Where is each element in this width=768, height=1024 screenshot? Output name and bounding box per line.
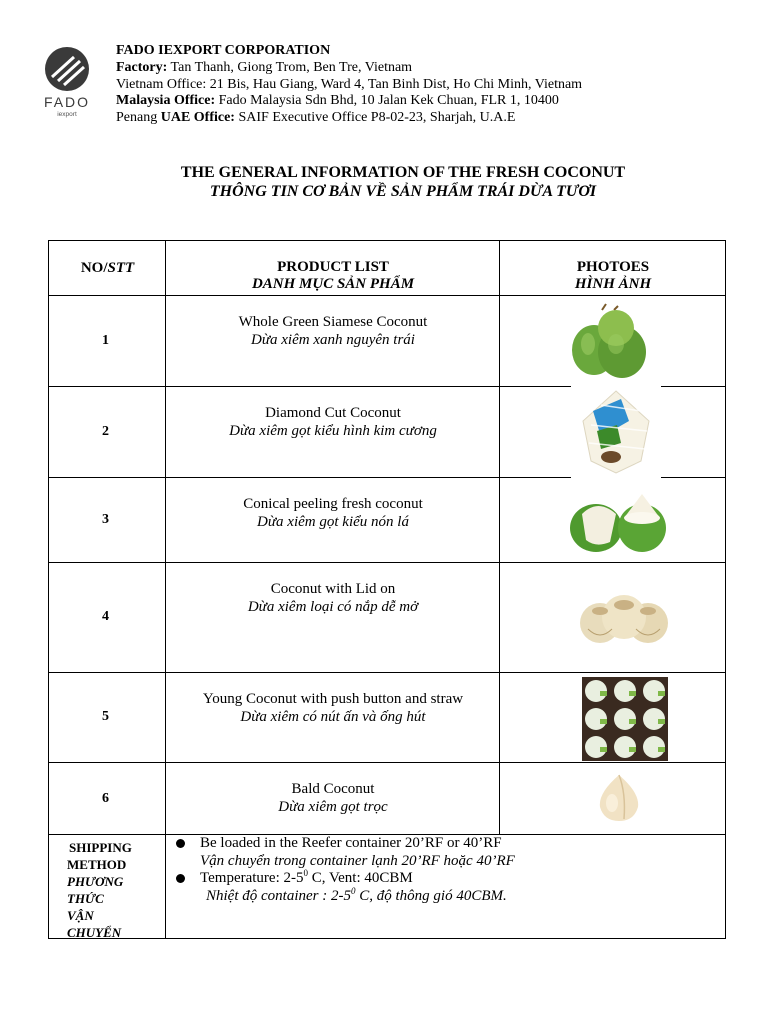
table-row-5-photo-cell	[500, 673, 726, 763]
table-row-3-photo-cell	[500, 478, 726, 563]
product-name-vi: Dừa xiêm xanh nguyên trái	[251, 332, 415, 348]
vietnam-office-line: Vietnam Office: 21 Bis, Hau Giang, Ward 4, Tan Binh Dist, Ho Chi Minh, Vietnam	[116, 76, 583, 92]
diamond-cut-coconut-photo	[571, 381, 661, 479]
bullet-1-vi: Vận chuyển trong container lạnh 20’RF hoặc 40’RF	[200, 852, 515, 869]
product-name-vi: Dừa xiêm loại có nắp dễ mở	[247, 599, 419, 615]
table-row-1-photo-cell	[500, 296, 726, 387]
shipping-label-vi-1: PHƯƠNG	[67, 874, 124, 889]
header-photo-vi: HÌNH ẢNH	[574, 276, 652, 292]
product-name	[166, 495, 500, 531]
table-row-4-photo-cell	[500, 563, 726, 673]
shipping-bullet-1	[174, 835, 515, 853]
product-name-en: Coconut with Lid on	[270, 581, 396, 597]
bald-coconut-photo	[596, 773, 642, 823]
whole-green-coconut-photo	[564, 302, 650, 382]
penang-prefix: Penang	[116, 110, 161, 126]
bullet-2-vi-post: C, độ thông gió 40CBM.	[355, 887, 507, 904]
product-name-en: Young Coconut with push button and straw	[202, 691, 464, 707]
logo-name: FADO	[43, 94, 91, 110]
table-row-2-photo-cell	[500, 387, 726, 478]
shipping-label-vi-3: VẬN	[67, 908, 94, 923]
logo-subtitle: iexport	[57, 111, 77, 118]
shipping-label-en-1: SHIPPING	[69, 840, 132, 855]
table-row-6-photo-cell	[500, 763, 726, 835]
document-title-vi: THÔNG TIN CƠ BẢN VỀ SẢN PHẨM TRÁI DỪA TƯƠI	[209, 183, 597, 200]
table-row-2-no-cell	[49, 387, 166, 478]
bullet-2-pre: Temperature: 2-5	[200, 870, 304, 886]
malaysia-office-line	[116, 93, 582, 110]
product-name	[166, 780, 500, 816]
product-name-vi: Dừa xiêm gọt trọc	[278, 799, 388, 815]
malaysia-address: Fado Malaysia Sdn Bhd, 10 Jalan Kek Chuan, FLR 1, 10400	[215, 93, 559, 109]
uae-address: SAIF Executive Office P8-02-23, Sharjah, U.A.E	[234, 110, 516, 126]
product-name	[166, 580, 500, 616]
table-row-1-product-cell	[166, 296, 500, 387]
header-no-en: NO/	[80, 260, 108, 276]
product-name-vi: Dừa xiêm gọt kiểu hình kim cương	[229, 423, 437, 439]
logo-mark-icon	[44, 47, 90, 91]
coconut-with-lid-photo	[578, 591, 670, 647]
company-name: FADO IEXPORT CORPORATION	[116, 43, 331, 58]
product-name-en: Bald Coconut	[291, 781, 375, 797]
company-header	[116, 43, 582, 127]
header-photo	[500, 259, 726, 293]
row-number: 2	[102, 424, 109, 439]
product-name	[166, 404, 500, 440]
header-product-vi: DANH MỤC SẢN PHẨM	[251, 276, 415, 292]
document-title: THE GENERAL INFORMATION OF THE FRESH COCONUT	[180, 164, 626, 181]
product-name	[166, 313, 500, 349]
factory-address: Tan Thanh, Giong Trom, Ben Tre, Vietnam	[167, 59, 413, 75]
bullet-2-post: C, Vent: 40CBM	[307, 870, 413, 886]
uae-office-line	[116, 110, 582, 127]
table-row-4-no-cell	[49, 563, 166, 673]
bullet-1-en: Be loaded in the Reefer container 20’RF or 40’RF	[200, 835, 502, 851]
product-name-en: Diamond Cut Coconut	[265, 405, 401, 421]
bullet-icon	[176, 874, 185, 883]
product-name-en: Conical peeling fresh coconut	[243, 496, 423, 512]
factory-line	[116, 60, 582, 77]
table-row-5-product-cell	[166, 673, 500, 763]
bullet-2-vi	[174, 885, 515, 906]
header-no	[49, 260, 166, 277]
table-row-1-no-cell	[49, 296, 166, 387]
bullet-2-vi-pre: Nhiệt độ container : 2-5	[206, 887, 351, 904]
header-photo-en: PHOTOES	[576, 259, 650, 275]
product-table	[48, 240, 726, 939]
shipping-method-label	[67, 839, 132, 941]
header-product	[166, 259, 500, 293]
row-number: 6	[102, 791, 109, 806]
header-photo-cell	[500, 241, 726, 296]
product-name	[166, 690, 500, 726]
header-product-en: PRODUCT LIST	[277, 259, 389, 275]
table-row-3-no-cell	[49, 478, 166, 563]
shipping-label-cell	[49, 835, 166, 939]
bullet-2-vi-sup: 0	[350, 885, 356, 896]
product-name-vi: Dừa xiêm có nút ấn và ống hút	[240, 709, 426, 725]
row-number: 3	[102, 512, 109, 527]
shipping-details	[174, 835, 515, 905]
shipping-label-vi-4: CHUYỂN	[67, 925, 122, 940]
shipping-label-en-2: METHOD	[67, 857, 127, 872]
malaysia-label: Malaysia Office:	[116, 93, 216, 109]
row-number: 5	[102, 709, 109, 724]
shipping-details-cell	[166, 835, 726, 939]
row-number: 4	[102, 609, 109, 624]
row-number: 1	[102, 333, 109, 348]
header-product-cell	[166, 241, 500, 296]
fado-logo	[36, 44, 98, 122]
bullet-icon	[176, 839, 185, 848]
table-row-3-product-cell	[166, 478, 500, 563]
boxed-coconuts-photo	[582, 677, 668, 761]
header-no-cell	[49, 241, 166, 296]
table-row-4-product-cell	[166, 563, 500, 673]
shipping-bullet-2	[174, 870, 515, 888]
header-no-vi: STT	[107, 260, 135, 276]
conical-peeled-coconut-photo	[568, 492, 668, 554]
shipping-label-vi-2: THỨC	[67, 891, 104, 906]
table-row-2-product-cell	[166, 387, 500, 478]
uae-label: UAE Office:	[160, 110, 235, 126]
product-name-en: Whole Green Siamese Coconut	[238, 314, 428, 330]
table-row-6-no-cell	[49, 763, 166, 835]
factory-label: Factory:	[116, 59, 168, 75]
table-row-6-product-cell	[166, 763, 500, 835]
table-row-5-no-cell	[49, 673, 166, 763]
product-name-vi: Dừa xiêm gọt kiểu nón lá	[257, 514, 409, 530]
bullet-2-sup: 0	[303, 868, 308, 878]
